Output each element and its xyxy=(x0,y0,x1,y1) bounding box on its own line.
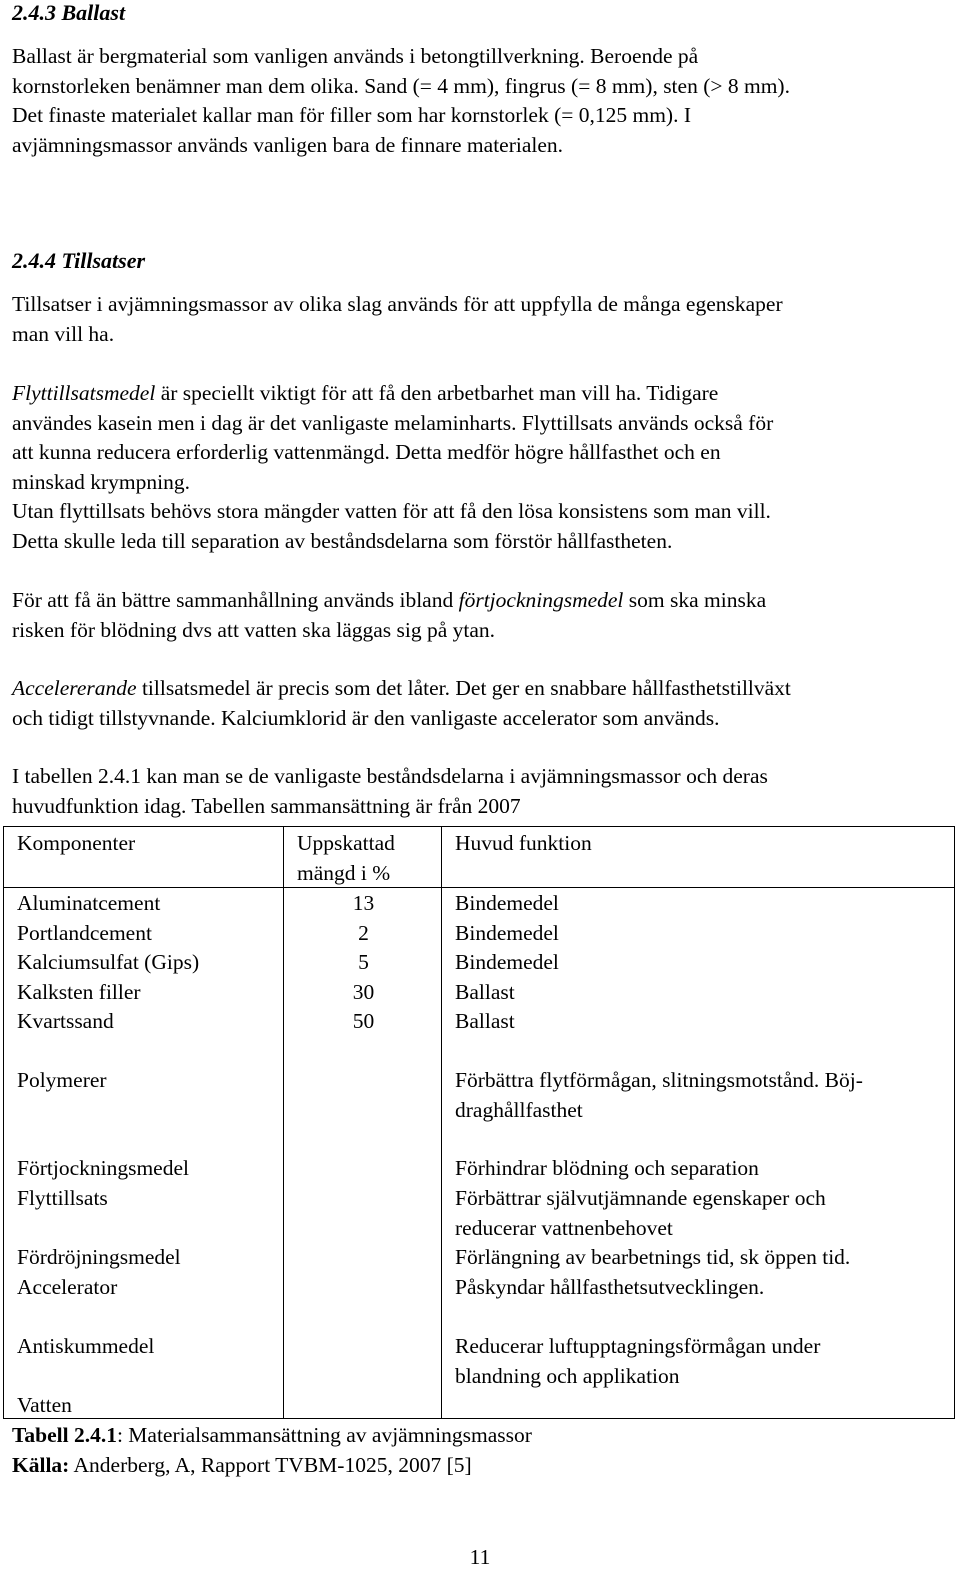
table-cell-funktion: Ballast xyxy=(455,980,515,1004)
term-accelererande: Accelererande xyxy=(12,676,137,700)
table-cell-funktion: Reducerar luftupptagningsförmågan under blandning och applikation xyxy=(455,1334,821,1388)
table-cell-komponent: Kalksten filler xyxy=(17,980,141,1004)
table-cell-komponent: Fördröjningsmedel xyxy=(17,1245,181,1269)
paragraph-ballast: Ballast är bergmaterial som vanligen används i betongtillverkning. Beroende på kornstorleken benämner man dem olika. Sand (= 4 mm), fingrus (= 8 mm), sten (> 8 mm). Det finaste materialet kallar man för filler som har kornstorlek (= 0,125 mm). I avjämningsmassor används vanligen bara de finnare materialen. xyxy=(12,44,790,157)
term-fortjockningsmedel: förtjockningsmedel xyxy=(458,588,624,612)
table-cell-funktion: Bindemedel xyxy=(455,891,559,915)
table-divider xyxy=(441,827,442,1418)
composition-table xyxy=(3,826,955,1419)
term-flyttillsatsmedel: Flyttillsatsmedel xyxy=(12,381,156,405)
table-divider xyxy=(283,827,284,1418)
table-cell-komponent: Kalciumsulfat (Gips) xyxy=(17,950,200,974)
table-cell-funktion: Bindemedel xyxy=(455,921,559,945)
table-cell-komponent: Portlandcement xyxy=(17,921,152,945)
table-cell-komponent: Förtjockningsmedel xyxy=(17,1156,189,1180)
table-cell-komponent: Vatten xyxy=(17,1393,72,1417)
table-caption: Tabell 2.4.1: Materialsammansättning av avjämningsmassor xyxy=(12,1423,532,1447)
table-source: Källa: Anderberg, A, Rapport TVBM-1025, 2007 [5] xyxy=(12,1453,472,1477)
table-cell-funktion: Påskyndar hållfasthetsutvecklingen. xyxy=(455,1275,765,1299)
table-cell-funktion: Bindemedel xyxy=(455,950,559,974)
paragraph-flyttillsats: Flyttillsatsmedel är speciellt viktigt för att få den arbetbarhet man vill ha. Tidigare användes kasein men i dag är det vanligaste melaminharts. Flyttillsats används också för att kunna reducera erforderlig vattenmängd. Detta medför högre hållfasthet och en minskad krympning. Utan flyttillsats behövs stora mängder vatten för att få den lösa konsistens som man vill. Detta skulle leda till separation av beståndsdelarna som förstör hållfastheten. xyxy=(12,381,774,553)
table-cell-funktion: Förbättrar självutjämnande egenskaper och reducerar vattnenbehovet xyxy=(455,1186,826,1240)
table-cell-komponent: Aluminatcement xyxy=(17,891,161,915)
table-cell-komponent: Antiskummedel xyxy=(17,1334,155,1358)
table-cell-funktion: Förlängning av bearbetnings tid, sk öppen tid. xyxy=(455,1245,851,1269)
table-cell-komponent: Polymerer xyxy=(17,1068,107,1092)
table-cell-funktion: Ballast xyxy=(455,1009,515,1033)
heading-ballast: 2.4.3 Ballast xyxy=(12,0,126,25)
paragraph-accelererande: Accelererande tillsatsmedel är precis som det låter. Det ger en snabbare hållfasthetstillväxt och tidigt tillstyvnande. Kalciumklorid är den vanligaste accelerator som används. xyxy=(12,676,791,730)
table-cell-mangd: 30 xyxy=(352,980,375,1004)
table-cell-komponent: Accelerator xyxy=(17,1275,118,1299)
table-cell-mangd: 50 xyxy=(352,1009,375,1033)
paragraph-tillsatser-intro: Tillsatser i avjämningsmassor av olika slag används för att uppfylla de många egenskaper man vill ha. xyxy=(12,292,783,346)
table-cell-funktion: Förhindrar blödning och separation xyxy=(455,1156,759,1180)
header-funktion: Huvud funktion xyxy=(455,831,592,855)
table-cell-mangd: 13 xyxy=(352,891,375,915)
table-cell-funktion: Förbättra flytförmågan, slitningsmotstånd. Böj- draghållfasthet xyxy=(455,1068,863,1122)
table-cell-mangd: 2 xyxy=(358,921,369,945)
paragraph-fortjockning: För att få än bättre sammanhållning används ibland förtjockningsmedel som ska minska risken för blödning dvs att vatten ska läggas sig på ytan. xyxy=(12,588,767,642)
table-cell-komponent: Flyttillsats xyxy=(17,1186,108,1210)
table-header-divider xyxy=(4,887,954,888)
page-number: 11 xyxy=(469,1545,491,1569)
paragraph-table-intro: I tabellen 2.4.1 kan man se de vanligaste beståndsdelarna i avjämningsmassor och deras huvudfunktion idag. Tabellen sammansättning är från 2007 xyxy=(12,764,768,818)
heading-tillsatser: 2.4.4 Tillsatser xyxy=(12,248,146,273)
header-mangd: Uppskattad mängd i % xyxy=(297,831,395,885)
table-cell-komponent: Kvartssand xyxy=(17,1009,114,1033)
header-komponenter: Komponenter xyxy=(17,831,136,855)
table-cell-mangd: 5 xyxy=(358,950,369,974)
